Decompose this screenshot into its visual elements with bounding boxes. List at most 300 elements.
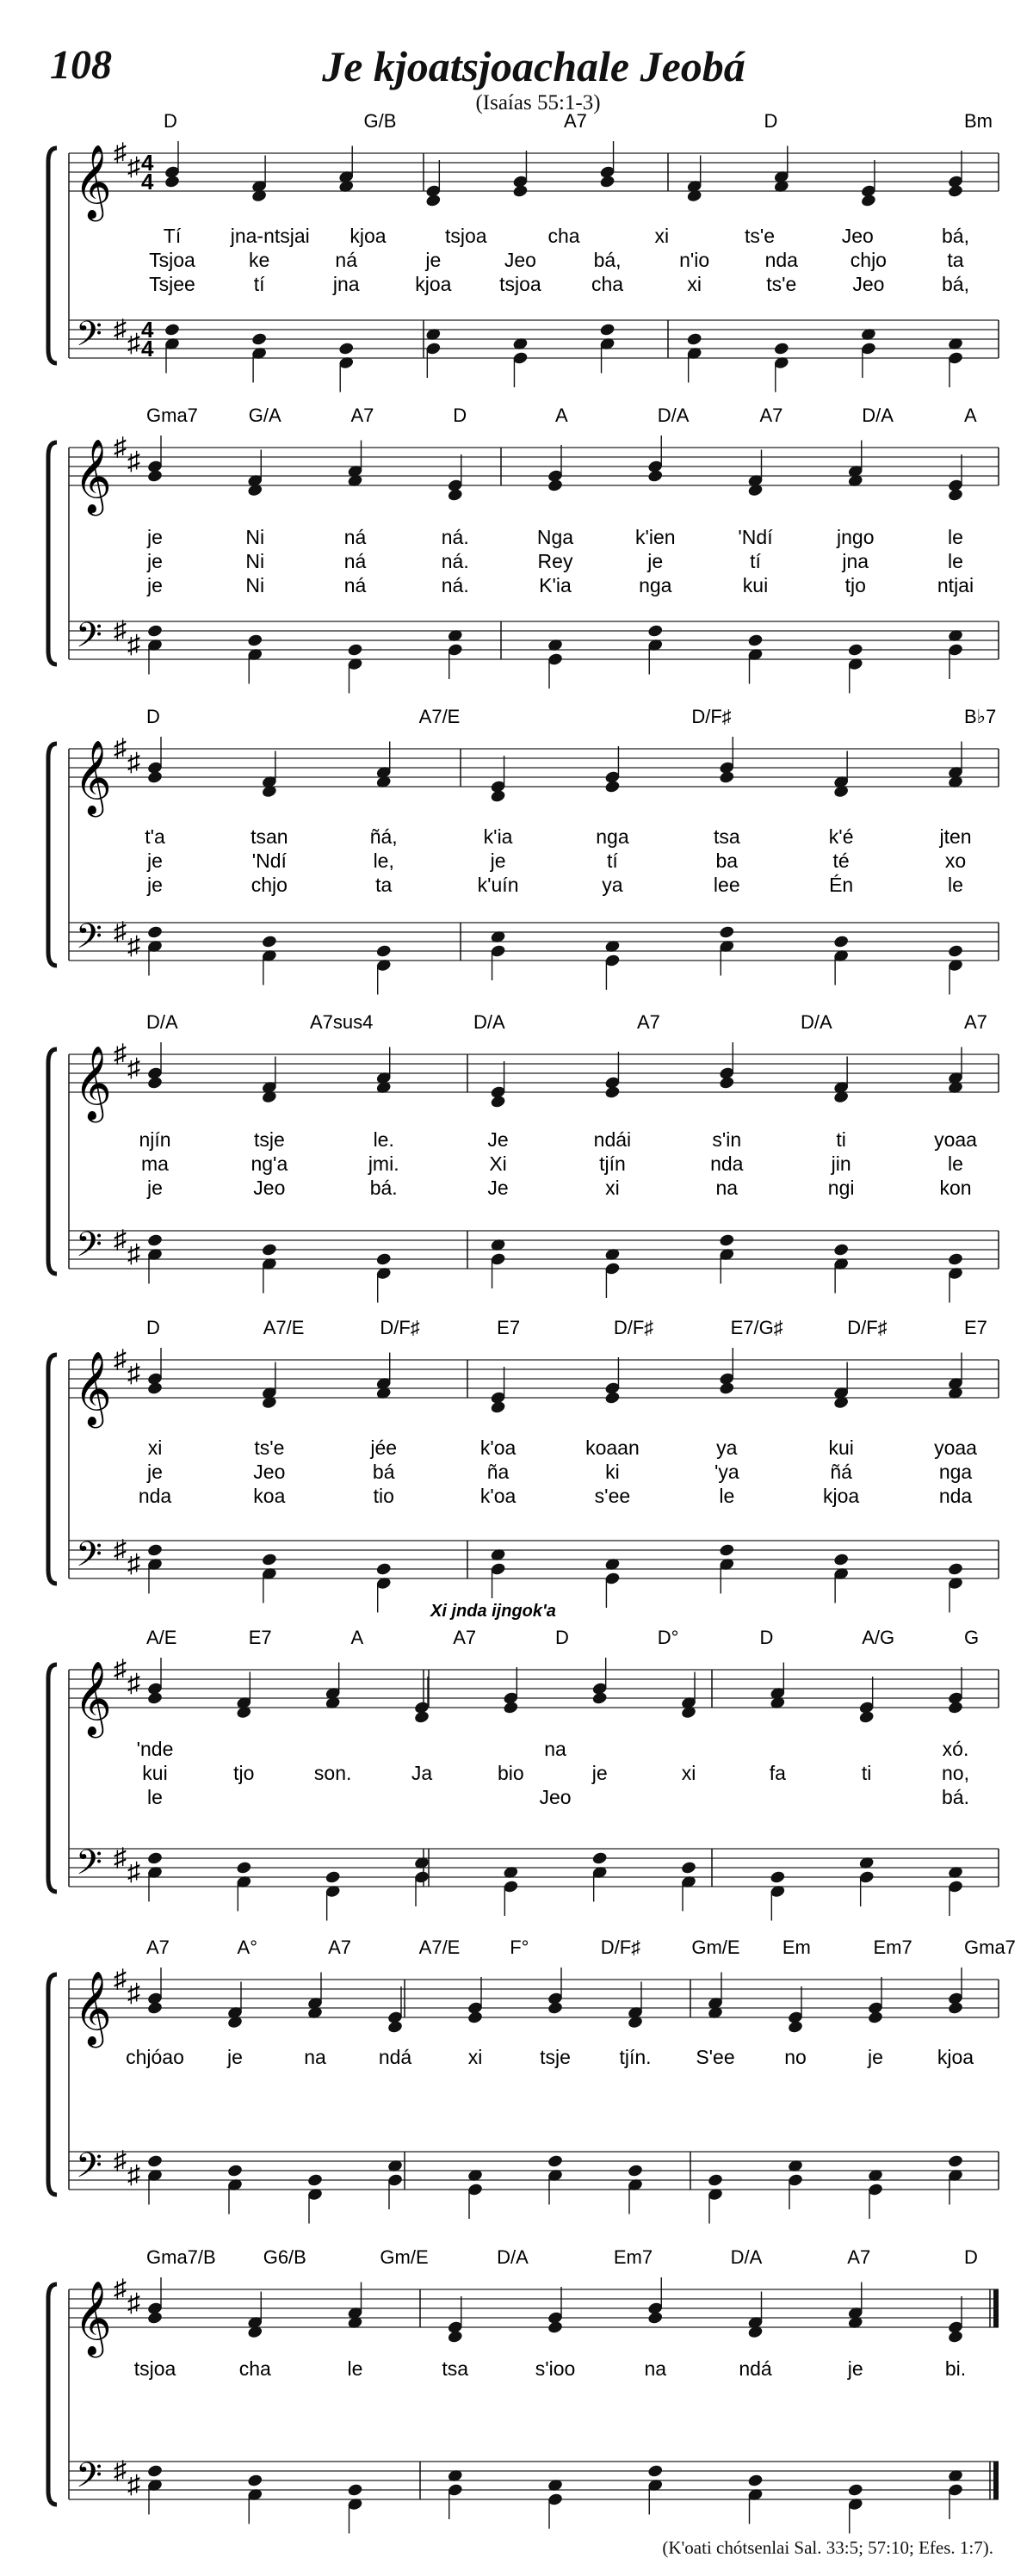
bass-notehead [375, 1252, 392, 1267]
chord-symbol: D [146, 1317, 160, 1338]
chord-symbol: A7 [964, 1011, 987, 1033]
lyric-syllable: nda [938, 1485, 973, 1507]
treble-notehead [604, 780, 621, 794]
lyric-syllable: je [591, 1762, 608, 1784]
bass-notehead [338, 342, 355, 356]
lyric-syllable: jna [842, 550, 869, 572]
lyric-syllable: Ja [411, 1762, 433, 1784]
bass-notehead [627, 2164, 643, 2178]
treble-notehead [490, 1095, 506, 1109]
treble-notehead [447, 488, 463, 503]
bass-notehead [647, 624, 664, 639]
bass-notehead [547, 2154, 563, 2169]
lyric-syllable: na [544, 1738, 566, 1760]
lyric-syllable: 'nde [136, 1738, 174, 1760]
treble-notehead [413, 1710, 430, 1725]
chord-symbol: G6/B [263, 2246, 306, 2268]
treble-notehead [599, 175, 615, 189]
treble-key-sharp-icon: ♯ [127, 1359, 140, 1388]
lyric-syllable: chjóao [126, 2046, 184, 2068]
bass-key-sharp-icon: ♯ [114, 1844, 127, 1872]
chord-symbol: A7 [350, 405, 374, 426]
chord-symbol: A7/E [418, 1937, 461, 1958]
chord-symbol: Gm/E [691, 1937, 740, 1958]
lyric-syllable: k'uín [477, 874, 519, 896]
lyric-syllable: Tsjee [149, 273, 195, 295]
bass-notehead [947, 2154, 963, 2169]
lyric-syllable: Nga [536, 526, 574, 548]
lyric-syllable: le [948, 550, 963, 572]
bass-notehead [146, 925, 163, 940]
bass-time-signature: 4 [141, 317, 154, 343]
lyric-syllable: le [948, 1152, 963, 1175]
lyric-syllable: k'ien [634, 526, 676, 548]
treble-key-sharp-icon: ♯ [114, 734, 127, 763]
lyric-syllable: na [644, 2357, 667, 2380]
chord-symbol: Em [782, 1937, 811, 1958]
lyric-syllable: ntjai [937, 574, 974, 596]
lyric-syllable: Jeo [504, 249, 536, 271]
bass-key-sharp-icon: ♯ [114, 2456, 127, 2485]
lyric-syllable: tjo [233, 1762, 255, 1784]
treble-notehead [146, 469, 163, 484]
bass-notehead [146, 1233, 163, 1248]
lyric-syllable: ndá [739, 2357, 772, 2380]
bass-key-sharp-icon: ♯ [114, 1535, 127, 1564]
lyric-syllable: Tsjoa [149, 249, 195, 271]
system-bracket [48, 744, 57, 966]
bass-notehead [686, 332, 702, 347]
lyric-syllable: le [347, 2357, 363, 2380]
lyric-syllable: kjoa [823, 1485, 860, 1507]
lyric-syllable: je [227, 2046, 243, 2068]
treble-notehead [647, 469, 664, 484]
lyric-syllable: no, [942, 1762, 969, 1784]
lyric-syllable: tsjoa [444, 225, 487, 247]
lyric-syllable: k'ia [483, 825, 513, 848]
treble-notehead [503, 1701, 519, 1715]
chord-symbol: A7 [328, 1937, 352, 1958]
chord-symbol: Gm/E [380, 2246, 429, 2268]
bass-notehead [261, 1553, 277, 1567]
bass-key-sharp-icon: ♯ [127, 630, 140, 659]
lyric-syllable: xi [687, 273, 702, 295]
chord-symbol: A7sus4 [310, 1011, 374, 1033]
bass-notehead [261, 1243, 277, 1257]
lyric-syllable: n'io [679, 249, 710, 271]
lyric-syllable: kjoa [937, 2046, 974, 2068]
treble-clef-icon: 𝄞 [74, 1047, 112, 1118]
treble-notehead [947, 488, 963, 503]
chord-symbol: Gma7/B [146, 2246, 216, 2268]
lyric-syllable: je [647, 550, 664, 572]
treble-time-signature: 4 [141, 150, 154, 176]
lyric-syllable: tsa [442, 2357, 469, 2380]
lyric-syllable: chjo [850, 249, 887, 271]
treble-notehead [947, 2330, 963, 2344]
lyric-syllable: ti [836, 1128, 846, 1151]
chord-symbol: E7/G♯ [730, 1317, 783, 1338]
chord-symbol: F° [510, 1937, 529, 1958]
chord-symbol: D [759, 1627, 774, 1648]
lyric-syllable: je [847, 2357, 863, 2380]
lyric-syllable: je [147, 1461, 163, 1483]
lyric-syllable: t'a [145, 825, 165, 848]
lyric-syllable: ñá, [369, 825, 398, 848]
treble-notehead [547, 479, 563, 493]
treble-notehead [947, 184, 963, 199]
treble-key-sharp-icon: ♯ [127, 447, 140, 476]
lyric-syllable: bá [372, 1461, 395, 1483]
lyric-syllable: Rey [537, 550, 573, 572]
chord-symbol: D° [657, 1627, 679, 1648]
treble-notehead [447, 2330, 463, 2344]
chord-symbol: E7 [964, 1317, 987, 1338]
treble-notehead [146, 770, 163, 785]
lyric-syllable: bá. [369, 1177, 398, 1199]
bass-key-sharp-icon: ♯ [127, 2160, 140, 2190]
lyric-syllable: S'ee [696, 2046, 735, 2068]
refrain-label: Xi jnda ijngok'a [430, 1602, 556, 1621]
lyric-syllable: nga [938, 1461, 973, 1483]
lyric-syllable: tsjoa [133, 2357, 176, 2380]
treble-notehead [604, 1391, 621, 1405]
lyric-syllable: je [147, 1177, 163, 1199]
lyric-syllable: Ni [245, 574, 265, 596]
lyric-syllable: ts'e [766, 273, 797, 295]
lyric-syllable: ná [335, 249, 358, 271]
lyric-syllable: Ni [245, 550, 265, 572]
bass-notehead [947, 1252, 963, 1267]
lyric-syllable: kui [742, 574, 769, 596]
bass-clef-icon: 𝄢 [76, 2147, 102, 2193]
system-bracket [48, 442, 57, 664]
lyric-syllable: xó. [942, 1738, 969, 1760]
lyric-syllable: yoaa [934, 1128, 977, 1151]
treble-notehead [490, 789, 506, 804]
treble-notehead [164, 175, 180, 189]
lyric-syllable: tjín [599, 1152, 626, 1175]
lyric-syllable: na [304, 2046, 326, 2068]
chord-symbol: D/F♯ [847, 1317, 888, 1338]
lyric-syllable: ya [716, 1436, 738, 1459]
bass-notehead [833, 1243, 850, 1257]
treble-notehead [146, 1076, 163, 1090]
lyric-syllable: no [784, 2046, 807, 2068]
bass-key-sharp-icon: ♯ [114, 2147, 127, 2175]
lyric-syllable: Je [487, 1177, 509, 1199]
lyric-syllable: cha [591, 273, 624, 295]
bass-notehead [146, 2154, 163, 2169]
chord-symbol: A/G [862, 1627, 895, 1648]
lyric-syllable: k'oa [479, 1485, 516, 1507]
treble-notehead [719, 1076, 735, 1090]
chord-symbol: G/A [248, 405, 281, 426]
bass-notehead [347, 643, 363, 658]
treble-notehead [146, 1691, 163, 1706]
treble-clef-icon: 𝄞 [74, 440, 112, 511]
system-bracket [48, 1355, 57, 1584]
lyric-syllable: ma [141, 1152, 169, 1175]
lyric-syllable: xi [654, 225, 670, 247]
lyric-syllable: ya [602, 874, 623, 896]
lyric-syllable: je [490, 849, 506, 872]
chord-symbol: D [764, 110, 778, 132]
lyric-syllable: je [147, 574, 163, 596]
lyric-syllable: ki [605, 1461, 620, 1483]
bass-notehead [719, 1233, 735, 1248]
lyric-syllable: tsje [253, 1128, 285, 1151]
chord-symbol: Em7 [613, 2246, 653, 2268]
bass-key-sharp-icon: ♯ [114, 616, 127, 645]
lyric-syllable: kjoa [349, 225, 387, 247]
bass-notehead [747, 633, 764, 648]
chord-symbol: G/B [363, 110, 397, 132]
lyric-syllable: s'ee [594, 1485, 631, 1507]
treble-clef-icon: 𝄞 [74, 2282, 112, 2353]
bass-notehead [680, 1861, 696, 1875]
treble-notehead [467, 2011, 483, 2025]
chord-symbol: D/A [862, 405, 894, 426]
chord-symbol: Gma7 [146, 405, 198, 426]
bass-notehead [226, 2164, 243, 2178]
bass-notehead [747, 2474, 764, 2488]
bass-clef-icon: 𝄢 [76, 316, 102, 361]
lyric-syllable: ba [715, 849, 739, 872]
chord-symbol: D [555, 1627, 569, 1648]
bass-notehead [146, 1851, 163, 1866]
bass-notehead [164, 323, 180, 337]
chord-symbol: A7/E [418, 706, 461, 727]
lyric-syllable: lee [713, 874, 740, 896]
bass-time-signature: 4 [141, 336, 154, 361]
chord-symbol: A7 [847, 2246, 871, 2268]
lyric-syllable: xi [605, 1177, 620, 1199]
treble-key-sharp-icon: ♯ [127, 152, 140, 182]
lyric-syllable: Xi [489, 1152, 507, 1175]
bass-clef-icon: 𝄢 [76, 2457, 102, 2503]
hymn-title: Je kjoatsjoachale Jeobá [322, 42, 745, 90]
system-bracket [48, 1665, 57, 1892]
chord-symbol: A7 [564, 110, 587, 132]
chord-symbol: B♭7 [964, 706, 997, 727]
bass-notehead [236, 1861, 252, 1875]
treble-notehead [647, 2311, 664, 2326]
lyric-syllable: bio [497, 1762, 524, 1784]
bass-notehead [647, 2464, 664, 2479]
chord-symbol: D/F♯ [380, 1317, 420, 1338]
treble-key-sharp-icon: ♯ [127, 1053, 140, 1083]
treble-clef-icon: 𝄞 [74, 1352, 112, 1424]
chord-symbol: D/F♯ [691, 706, 732, 727]
chord-symbol: D [453, 405, 467, 426]
bass-key-sharp-icon: ♯ [127, 329, 140, 358]
treble-notehead [146, 1381, 163, 1396]
chord-symbol: D [164, 110, 177, 132]
lyric-syllable: tio [373, 1485, 394, 1507]
treble-clef-icon: 𝄞 [74, 741, 112, 812]
treble-notehead [591, 1691, 608, 1706]
bass-notehead [247, 633, 263, 648]
bass-key-sharp-icon: ♯ [114, 917, 127, 946]
lyric-syllable: 'ya [714, 1461, 739, 1483]
lyric-syllable: koaan [585, 1436, 640, 1459]
bass-notehead [375, 1562, 392, 1577]
treble-notehead [867, 2011, 883, 2025]
treble-notehead [387, 2020, 403, 2035]
treble-key-sharp-icon: ♯ [114, 1040, 127, 1068]
bass-notehead [847, 2483, 863, 2498]
treble-key-sharp-icon: ♯ [114, 1655, 127, 1683]
lyric-syllable: jngo [837, 526, 875, 548]
treble-notehead [547, 2001, 563, 2016]
treble-notehead [146, 2001, 163, 2016]
bass-notehead [261, 935, 277, 949]
lyric-syllable: Jeo [539, 1786, 572, 1808]
chord-symbol: D [146, 706, 160, 727]
lyric-syllable: ts'e [254, 1436, 285, 1459]
bass-key-sharp-icon: ♯ [127, 1857, 140, 1887]
lyric-syllable: ke [248, 249, 270, 271]
treble-key-sharp-icon: ♯ [127, 2289, 140, 2318]
lyric-syllable: tsa [713, 825, 740, 848]
lyric-syllable: bá, [942, 225, 969, 247]
chord-symbol: D/A [497, 2246, 529, 2268]
treble-notehead [547, 2320, 563, 2335]
bass-key-sharp-icon: ♯ [127, 2470, 140, 2499]
treble-clef-icon: 𝄞 [74, 1972, 112, 2043]
lyric-syllable: tjo [844, 574, 866, 596]
chord-symbol: A/E [146, 1627, 177, 1648]
treble-key-sharp-icon: ♯ [114, 433, 127, 461]
lyric-syllable: ná. [441, 574, 469, 596]
lyric-syllable: yoaa [934, 1436, 977, 1459]
lyric-syllable: nga [639, 574, 672, 596]
treble-key-sharp-icon: ♯ [114, 1345, 127, 1374]
lyric-syllable: je [147, 874, 163, 896]
chord-symbol: A7 [637, 1011, 660, 1033]
lyric-syllable: tsjoa [499, 273, 541, 295]
treble-notehead [719, 1381, 735, 1396]
bass-notehead [719, 925, 735, 940]
lyric-syllable: Én [829, 874, 854, 896]
lyric-syllable: jten [939, 825, 972, 848]
bass-clef-icon: 𝄢 [76, 617, 102, 663]
bass-key-sharp-icon: ♯ [127, 1549, 140, 1578]
treble-key-sharp-icon: ♯ [127, 1669, 140, 1698]
treble-key-sharp-icon: ♯ [114, 2275, 127, 2303]
lyric-syllable: Tí [163, 225, 182, 247]
chord-symbol: A° [237, 1937, 258, 1958]
lyric-syllable: tsan [251, 825, 288, 848]
lyric-syllable: s'in [712, 1128, 742, 1151]
lyric-syllable: je [147, 526, 163, 548]
lyric-syllable: nga [596, 825, 629, 848]
scripture-reference: (Isaías 55:1-3) [475, 91, 601, 114]
bass-clef-icon: 𝄢 [76, 918, 102, 964]
lyric-syllable: Jeo [852, 273, 885, 295]
lyric-syllable: cha [547, 225, 580, 247]
lyric-syllable: le [147, 1786, 163, 1808]
lyric-syllable: K'ia [539, 574, 572, 596]
treble-notehead [860, 194, 876, 208]
treble-notehead [947, 1701, 963, 1715]
lyric-syllable: ndái [593, 1128, 632, 1151]
lyric-syllable: Jeo [253, 1461, 286, 1483]
lyric-syllable: koa [253, 1485, 286, 1507]
bass-notehead [847, 643, 863, 658]
lyric-syllable: ti [861, 1762, 872, 1784]
lyric-syllable: je [425, 249, 442, 271]
lyric-syllable: k'é [828, 825, 854, 848]
lyric-syllable: ná [343, 550, 367, 572]
bass-key-sharp-icon: ♯ [114, 315, 127, 343]
bass-notehead [325, 1870, 341, 1885]
treble-notehead [787, 2020, 803, 2035]
treble-key-sharp-icon: ♯ [114, 1965, 127, 1993]
chord-symbol: D [964, 2246, 978, 2268]
lyric-syllable: bá, [593, 249, 622, 271]
lyric-syllable: k'oa [479, 1436, 516, 1459]
system-bracket [48, 1974, 57, 2195]
lyric-syllable: xi [467, 2046, 483, 2068]
bass-clef-icon: 𝄢 [76, 1226, 102, 1272]
lyric-syllable: ña [486, 1461, 510, 1483]
chord-symbol: A [350, 1627, 364, 1648]
lyric-syllable: tjín. [619, 2046, 652, 2068]
lyric-syllable: kui [142, 1762, 168, 1784]
lyric-syllable: kui [828, 1436, 854, 1459]
lyric-syllable: fa [769, 1762, 786, 1784]
lyric-syllable: xi [681, 1762, 696, 1784]
bass-notehead [947, 1562, 963, 1577]
bass-notehead [773, 342, 789, 356]
lyric-syllable: s'ioo [535, 2357, 576, 2380]
chord-symbol: D/A [730, 2246, 763, 2268]
lyric-syllable: le. [373, 1128, 394, 1151]
lyric-syllable: bá, [942, 273, 969, 295]
lyric-syllable: Je [487, 1128, 509, 1151]
bass-notehead [947, 944, 963, 959]
treble-notehead [490, 1400, 506, 1415]
chord-symbol: E7 [248, 1627, 272, 1648]
lyric-syllable: jmi. [368, 1152, 399, 1175]
bass-clef-icon: 𝄢 [76, 1536, 102, 1582]
chord-symbol: A7 [759, 405, 783, 426]
lyric-syllable: tí [607, 849, 618, 872]
treble-key-sharp-icon: ♯ [127, 1979, 140, 2008]
treble-key-sharp-icon: ♯ [114, 139, 127, 167]
lyric-syllable: tsje [540, 2046, 571, 2068]
lyric-syllable: ná [343, 574, 367, 596]
treble-clef-icon: 𝄞 [74, 145, 112, 217]
chord-symbol: E7 [497, 1317, 521, 1338]
chord-symbol: A [555, 405, 568, 426]
bass-notehead [375, 944, 392, 959]
bass-notehead [591, 1851, 608, 1866]
treble-notehead [146, 2311, 163, 2326]
bass-notehead [146, 1543, 163, 1558]
system-bracket [48, 1049, 57, 1274]
lyric-syllable: njín [139, 1128, 171, 1151]
lyric-syllable: ta [947, 249, 964, 271]
bass-notehead [833, 935, 850, 949]
footer-references: (K'oati chótsenlai Sal. 33:5; 57:10; Efes. 1:7). [662, 2537, 993, 2558]
chord-symbol: A7/E [263, 1317, 305, 1338]
treble-key-sharp-icon: ♯ [127, 748, 140, 777]
lyric-syllable: jin [831, 1152, 851, 1175]
lyric-syllable: chjo [251, 874, 288, 896]
